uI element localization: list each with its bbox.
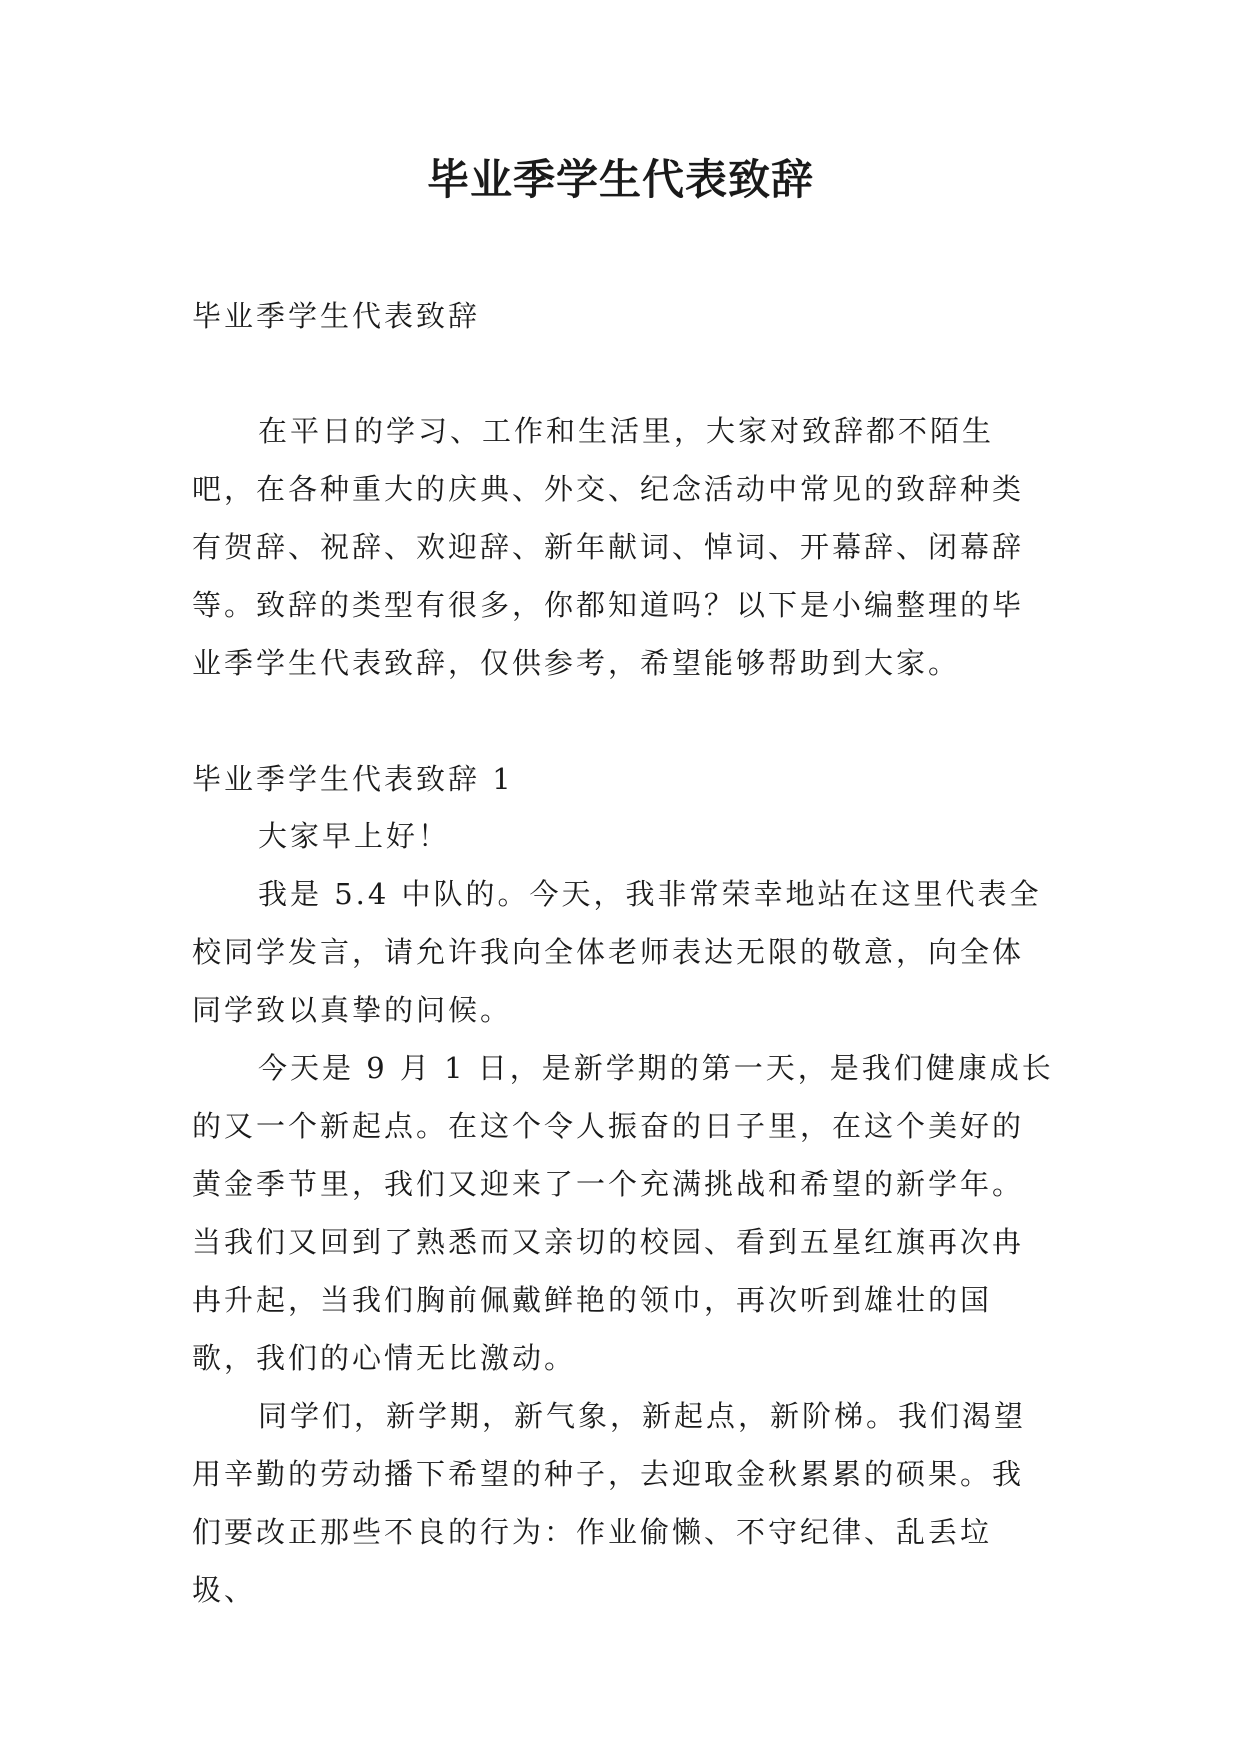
greeting-paragraph: 大家早上好！ bbox=[258, 819, 451, 853]
section-heading: 毕业季学生代表致辞 1 bbox=[192, 762, 514, 796]
body-paragraph: 我是 5.4 中队的。今天，我非常荣幸地站在这里代表全校同学发言，请允许我向全体老师表达无限的敬意，向全体同学致以真挚的问候。 bbox=[192, 877, 1042, 1027]
body-paragraph: 同学们，新学期，新气象，新起点，新阶梯。我们渴望用辛勤的劳动播下希望的种子，去迎取金秋累累的硕果。我们要改正那些不良的行为：作业偷懒、不守纪律、乱丢垃圾、 bbox=[192, 1399, 1027, 1607]
page-title: 毕业季学生代表致辞 bbox=[426, 155, 814, 204]
intro-paragraph: 在平日的学习、工作和生活里，大家对致辞都不陌生吧，在各种重大的庆典、外交、纪念活动中常见的致辞种类有贺辞、祝辞、欢迎辞、新年献词、悼词、开幕辞、闭幕辞等。致辞的类型有很多，你都知道吗？以下是小编整理的毕业季学生代表致辞，仅供参考，希望能够帮助到大家。 bbox=[192, 414, 1025, 680]
body-paragraph: 今天是 9 月 1 日，是新学期的第一天，是我们健康成长的又一个新起点。在这个令人振奋的日子里，在这个美好的黄金季节里，我们又迎来了一个充满挑战和希望的新学年。当我们又回到了熟悉而又亲切的校园、看到五星红旗再次冉冉升起，当我们胸前佩戴鲜艳的领巾，再次听到雄壮的国歌，我们的心情无比激动。 bbox=[192, 1051, 1054, 1375]
document-subtitle: 毕业季学生代表致辞 bbox=[192, 299, 481, 333]
section-body bbox=[192, 807, 1054, 1619]
